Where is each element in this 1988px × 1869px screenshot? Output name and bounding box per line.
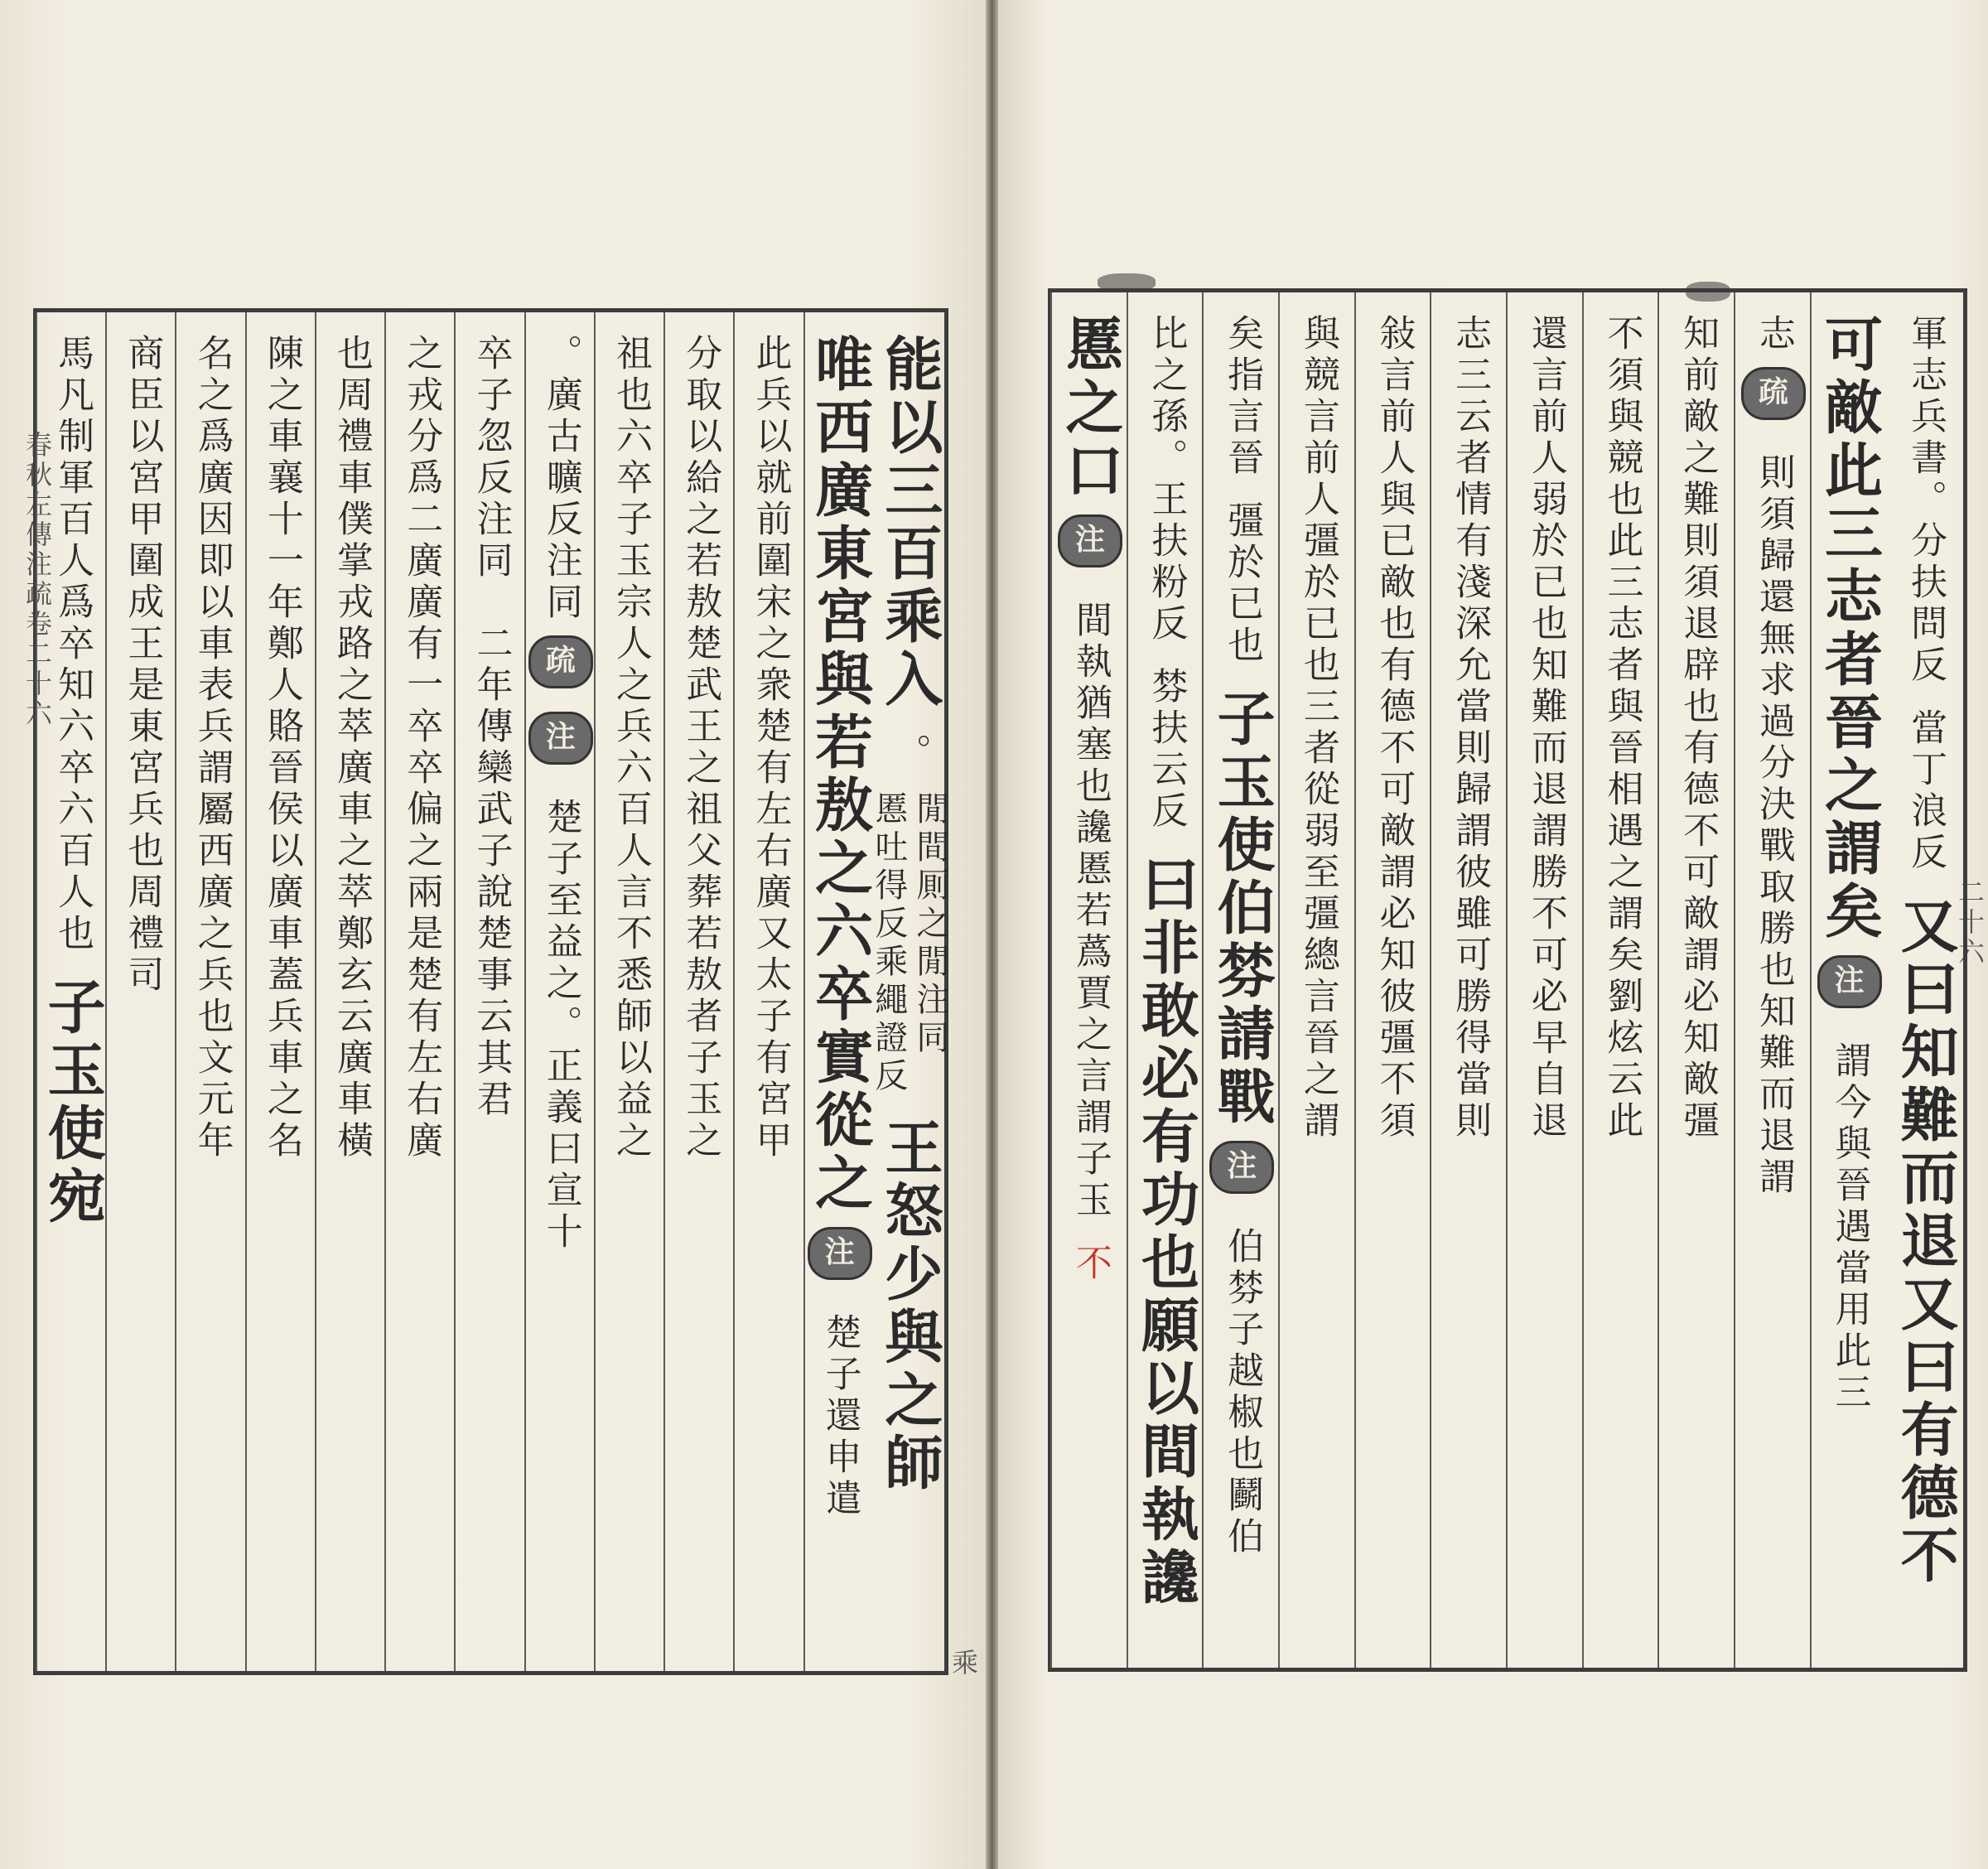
left-text-frame — [33, 308, 948, 1675]
commentary-text: 。廣古曠反注同 — [539, 334, 582, 624]
main-text: 能以三百乘入 — [875, 334, 944, 712]
text-column — [594, 312, 665, 1671]
commentary-text: 馬凡制軍百人爲卒知六卒六百人也 — [51, 334, 94, 955]
left-page — [0, 0, 986, 1869]
right-margin-note: 二十六 — [1954, 878, 1986, 968]
main-text: 又曰知難而退又曰有德不 — [1891, 896, 1961, 1588]
commentary-text: 志三云者情有淺深允當則歸謂彼雖可勝得當則 — [1449, 314, 1492, 1142]
ink-wear-mark — [1098, 273, 1156, 292]
note-left: 慝吐得反乘繩證反 — [869, 791, 908, 1096]
text-column — [315, 312, 386, 1671]
commentary-text: 間執猶塞也讒慝若蔿賈之言謂子玉 — [1069, 601, 1112, 1222]
commentary-text: 楚子還申遣 — [818, 1313, 861, 1520]
left-leaf-marker: 乘 — [948, 1649, 979, 1678]
commentary-text: 彊於已也 — [1221, 501, 1264, 667]
text-column — [733, 312, 804, 1671]
right-page — [998, 0, 1988, 1869]
main-text: 王怒少與之師 — [875, 1118, 944, 1495]
commentary-text: 楚子至益之。正義曰宣十 — [539, 798, 582, 1253]
commentary-text: 名之爲廣因即以車表兵謂屬西廣之兵也文元年 — [191, 334, 234, 1162]
commentary-text: 謂今與晉遇當用此三 — [1828, 1041, 1871, 1414]
main-text: 曰非敢必有功也願以間執讒 — [1132, 854, 1201, 1610]
commentary-text: 伯棼子越椒也鬬伯 — [1221, 1227, 1264, 1558]
text-column — [1278, 292, 1356, 1668]
text-column — [1657, 292, 1735, 1668]
text-column — [105, 312, 176, 1671]
text-column — [384, 312, 456, 1671]
commentary-text: 卒子忽反注同 二年傳欒武子說楚事云其君 — [470, 334, 513, 1121]
commentary-text: 知前敵之難則須退辟也有德不可敵謂必知敵彊 — [1677, 314, 1720, 1142]
commentary-text: 祖也六卒子玉宗人之兵六百人言不悉師以益之 — [609, 334, 652, 1162]
annotation-badge: 注 — [528, 712, 593, 765]
text-column — [663, 312, 735, 1671]
commentary-text: 此兵以就前圍宋之衆楚有左右廣又太子有宮甲 — [749, 334, 792, 1162]
text-column — [36, 312, 107, 1671]
text-column — [524, 312, 596, 1671]
text-column — [1050, 292, 1128, 1668]
text-column — [1430, 292, 1508, 1668]
commentary-text: 陳之車襄十一年鄭人賂晉侯以廣車蓋兵車之名 — [260, 334, 303, 1162]
commentary-text: 不須與競也此三志者與晉相遇之謂矣劉炫云此 — [1600, 314, 1643, 1142]
commentary-text: 之戎分爲二廣廣有一卒卒偏之兩是楚有左右廣 — [400, 334, 443, 1162]
main-text: 唯西廣東宮與若敖之六卒實從之 — [805, 334, 875, 1215]
commentary-text: 還言前人弱於已也知難而退謂勝不可必早自退 — [1524, 314, 1567, 1142]
ink-wear-mark — [1686, 282, 1730, 302]
annotation-badge: 疏 — [528, 635, 593, 688]
text-column — [1506, 292, 1584, 1668]
commentary-text: 。 — [888, 733, 931, 775]
commentary-text: 棼扶云反 — [1145, 667, 1188, 833]
commentary-text: 當丁浪反 — [1904, 708, 1947, 874]
annotation-badge: 疏 — [1741, 367, 1806, 420]
main-text: 可敵此三志者晉之謂矣 — [1815, 314, 1884, 944]
annotation-badge: 注 — [1058, 514, 1122, 567]
text-column — [1810, 292, 1888, 1668]
interlinear-note — [869, 791, 949, 1096]
text-column — [245, 312, 316, 1671]
commentary-text: 分取以給之若敖楚武王之祖父葬若敖者子玉之 — [679, 334, 722, 1162]
text-column — [1202, 292, 1280, 1668]
annotation-badge: 注 — [808, 1227, 872, 1280]
commentary-text: 志 — [1752, 314, 1795, 355]
left-margin-note: 春秋左傳注疏卷二十六 — [22, 431, 53, 729]
text-column — [1354, 292, 1432, 1668]
commentary-text: 也周禮車僕掌戎路之萃廣車之萃鄭玄云廣車橫 — [331, 334, 374, 1162]
book-gutter — [986, 0, 998, 1869]
right-text-frame — [1048, 288, 1967, 1672]
text-column — [869, 312, 949, 1671]
commentary-text: 敍言前人與已敵也有德不可敵謂必知彼彊不須 — [1373, 314, 1416, 1142]
main-text: 慝之口 — [1055, 314, 1125, 503]
text-column — [1734, 292, 1812, 1668]
text-column — [454, 312, 525, 1671]
commentary-text: 矣指言晉 — [1221, 314, 1264, 480]
commentary-text: 則須歸還無求過分決戰取勝也知難而退謂 — [1752, 453, 1795, 1199]
main-text: 子玉使宛 — [38, 977, 108, 1229]
red-ink-mark: 不 — [1069, 1244, 1112, 1285]
text-column — [803, 312, 875, 1671]
main-text: 子玉使伯棼請戰 — [1208, 688, 1277, 1129]
commentary-text: 與競言前人彊於已也三者從弱至彊總言晉之謂 — [1296, 314, 1339, 1142]
text-column — [1887, 292, 1963, 1668]
text-column — [175, 312, 246, 1671]
text-column — [1582, 292, 1660, 1668]
note-right: 閒間厠之閒注同 — [910, 791, 949, 1058]
annotation-badge: 注 — [1209, 1141, 1274, 1194]
annotation-badge: 注 — [1817, 955, 1882, 1008]
commentary-text: 比之孫。王扶粉反 — [1145, 314, 1188, 645]
text-column — [1127, 292, 1204, 1668]
commentary-text: 商臣以宮甲圍成王是東宮兵也周禮司 — [121, 334, 164, 997]
commentary-text: 軍志兵書。分扶問反 — [1904, 314, 1947, 687]
